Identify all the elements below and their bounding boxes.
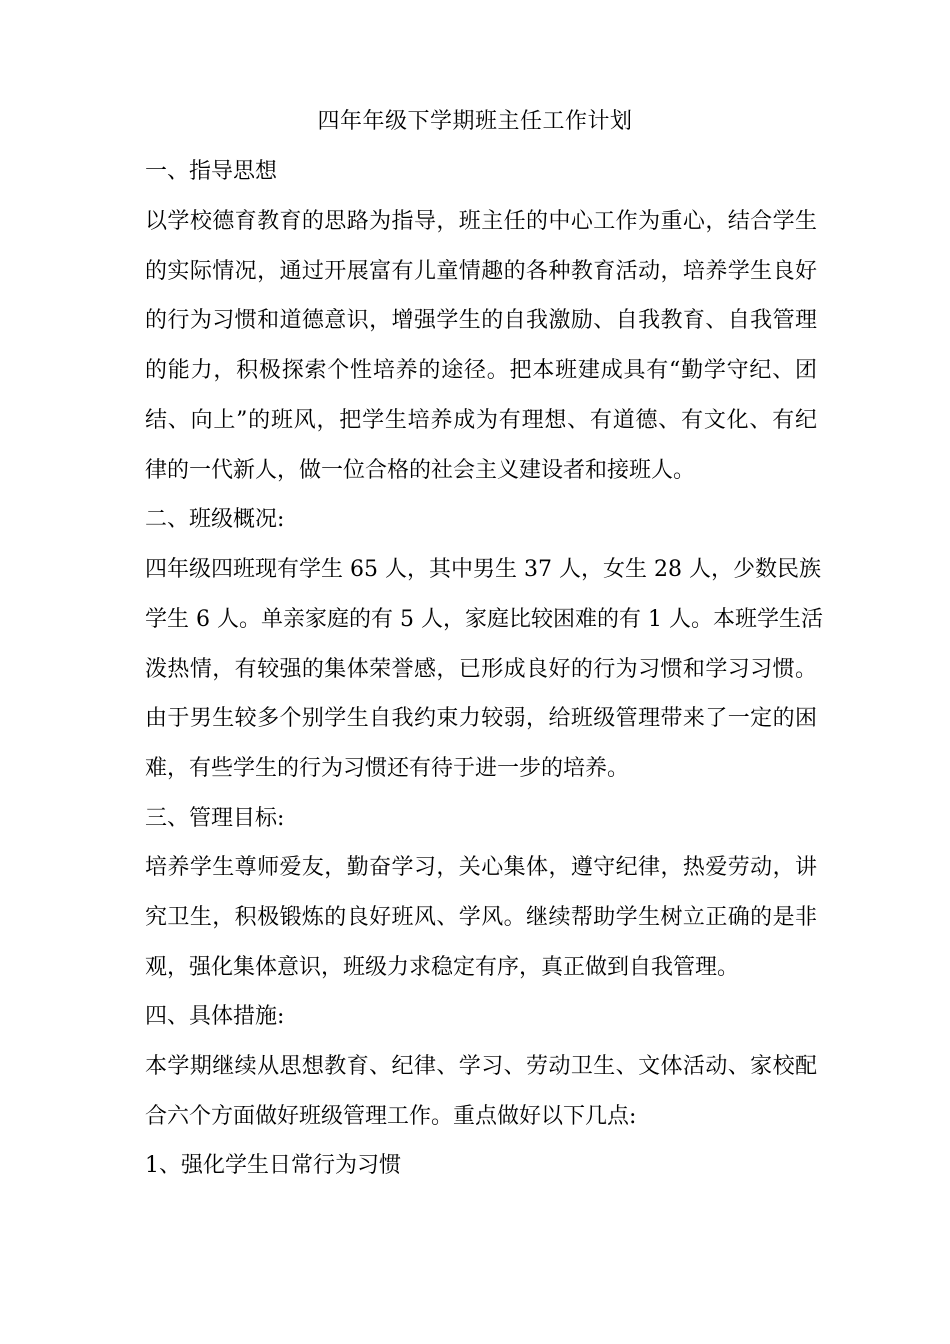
section-heading-management-goals: 三、管理目标: bbox=[145, 806, 285, 831]
paragraph-line: 合六个方面做好班级管理工作。重点做好以下几点: bbox=[145, 1104, 637, 1129]
paragraph-line: 的能力，积极探索个性培养的途径。把本班建成具有“勤学守纪、团 bbox=[145, 358, 817, 383]
paragraph-line: 结、向上”的班风，把学生培养成为有理想、有道德、有文化、有纪 bbox=[145, 408, 817, 433]
section-heading-class-overview: 二、班级概况: bbox=[145, 507, 285, 532]
paragraph-line: 泼热情，有较强的集体荣誉感，已形成良好的行为习惯和学习习惯。 bbox=[145, 657, 817, 682]
paragraph-line: 学生 6 人。单亲家庭的有 5 人，家庭比较困难的有 1 人。本班学生活 bbox=[145, 607, 823, 632]
paragraph-line: 四年级四班现有学生 65 人，其中男生 37 人，女生 28 人，少数民族 bbox=[145, 557, 821, 582]
paragraph-line: 培养学生尊师爱友，勤奋学习，关心集体，遵守纪律，热爱劳动，讲 bbox=[145, 855, 817, 880]
paragraph-line: 究卫生，积极锻炼的良好班风、学风。继续帮助学生树立正确的是非 bbox=[145, 905, 817, 930]
paragraph-line: 难，有些学生的行为习惯还有待于进一步的培养。 bbox=[145, 756, 630, 781]
document-title: 四年年级下学期班主任工作计划 bbox=[317, 109, 633, 134]
paragraph-line: 由于男生较多个别学生自我约束力较弱，给班级管理带来了一定的困 bbox=[145, 706, 817, 731]
paragraph-line: 本学期继续从思想教育、纪律、学习、劳动卫生、文体活动、家校配 bbox=[145, 1054, 817, 1079]
paragraph-line: 律的一代新人，做一位合格的社会主义建设者和接班人。 bbox=[145, 458, 696, 483]
paragraph-line: 以学校德育教育的思路为指导，班主任的中心工作为重心，结合学生 bbox=[145, 209, 817, 234]
section-heading-specific-measures: 四、具体措施: bbox=[145, 1004, 285, 1029]
paragraph-line: 的实际情况，通过开展富有儿童情趣的各种教育活动，培养学生良好 bbox=[145, 259, 817, 284]
numbered-item: 1、强化学生日常行为习惯 bbox=[145, 1153, 401, 1178]
paragraph-line: 观，强化集体意识，班级力求稳定有序，真正做到自我管理。 bbox=[145, 955, 740, 980]
paragraph-line: 的行为习惯和道德意识，增强学生的自我激励、自我教育、自我管理 bbox=[145, 308, 817, 333]
section-heading-guiding-ideology: 一、指导思想 bbox=[145, 159, 278, 184]
